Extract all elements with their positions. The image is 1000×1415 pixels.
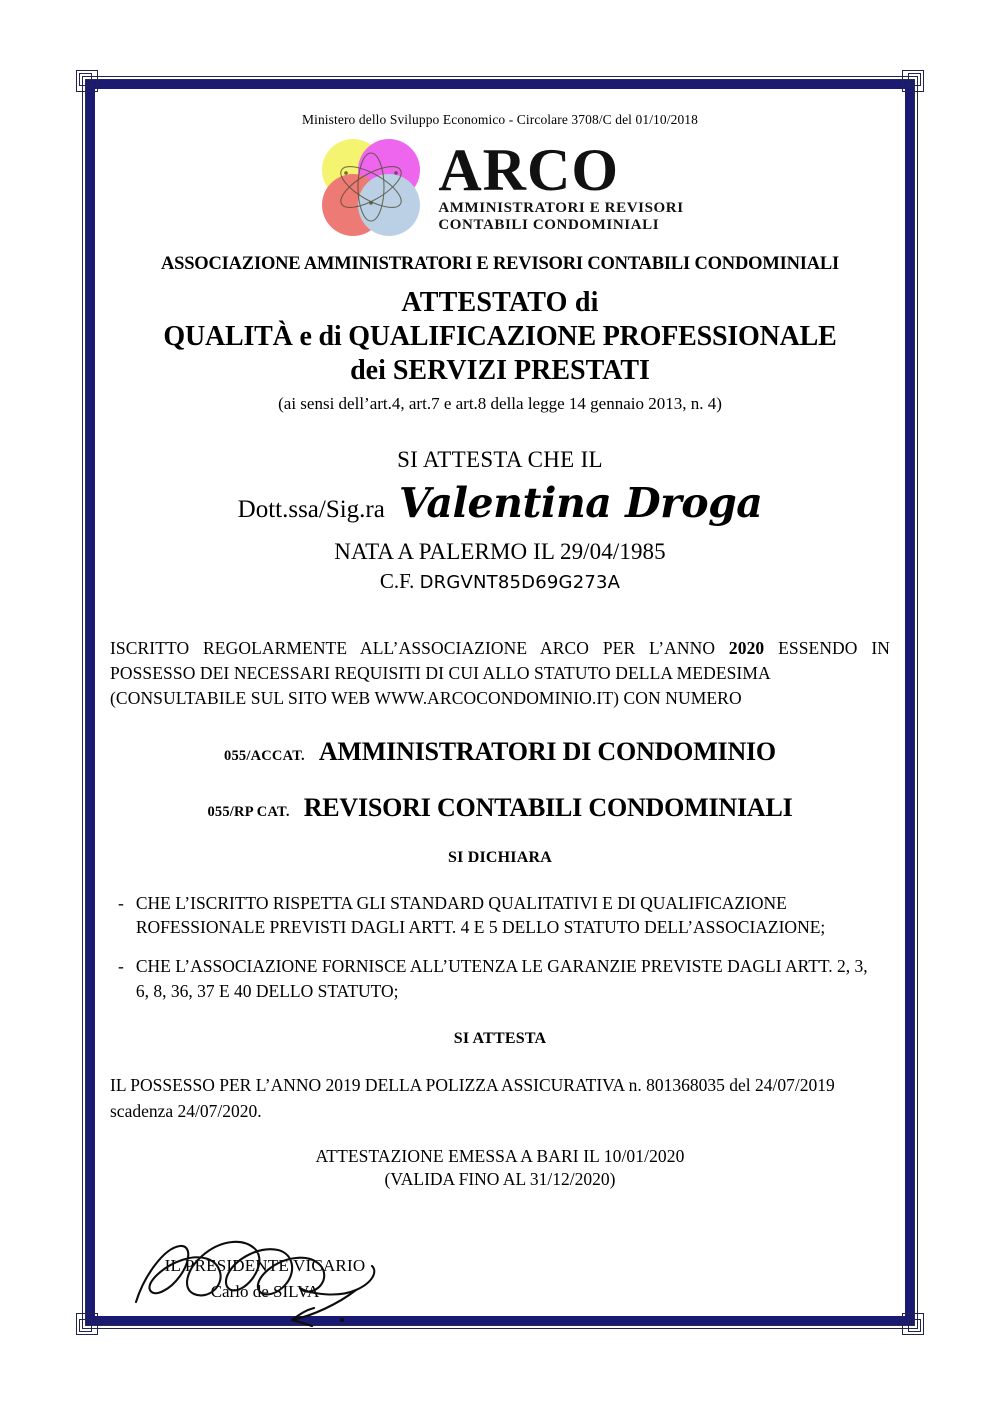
recipient-name-prefix: Dott.ssa/Sig.ra	[237, 496, 385, 523]
attestation-heading: SI ATTESTA	[453, 1029, 547, 1047]
membership-text-post: ESSENDO IN	[764, 638, 890, 658]
insurance-policy-paragraph	[110, 1072, 890, 1125]
membership-line-2: POSSESSO DEI NECESSARI REQUISITI DI CUI ALLO STATUTO DELLA MEDESIMA	[110, 662, 771, 683]
membership-paragraph	[110, 636, 890, 711]
border-corner-knot-top-right	[902, 70, 924, 92]
handwritten-signature-icon	[124, 1232, 404, 1328]
category-row-1	[110, 737, 890, 767]
recipient-name: Valentina Droga	[398, 479, 763, 527]
signatory-name: Carlo de SILVA	[210, 1282, 320, 1302]
certificate-content	[110, 112, 890, 1328]
fiscal-code-label: C.F.	[379, 569, 415, 593]
arco-wordmark-text: ARCO	[438, 137, 619, 204]
category-number-1: 055/ACCAT.	[224, 747, 305, 764]
declaration-heading: SI DICHIARA	[448, 848, 552, 866]
declaration-item-2-line-1: CHE L’ASSOCIAZIONE FORNISCE ALL’UTENZA LE GARANZIE PREVISTE DAGLI ARTT. 2, 3,	[135, 956, 868, 977]
fiscal-code-value: DRGVNT85D69G273A	[419, 572, 621, 593]
list-dash-2: -	[118, 956, 124, 977]
category-row-2	[110, 793, 890, 823]
declaration-item-1-line-1: CHE L’ISCRITTO RISPETTA GLI STANDARD QUALITATIVI E DI QUALIFICAZIONE	[135, 892, 787, 913]
category-name-1: AMMINISTRATORI DI CONDOMINIO	[318, 736, 776, 766]
declaration-item-1-text	[136, 891, 890, 941]
declaration-item-2-line-2: 6, 8, 36, 37 E 40 DELLO STATUTO;	[135, 981, 399, 1002]
certificate-title-line-3: dei SERVIZI PRESTATI	[350, 355, 650, 386]
arco-wordmark	[438, 137, 684, 233]
membership-text-pre: ISCRITTO REGOLARMENTE ALL’ASSOCIAZIONE ARCO PER L’ANNO	[110, 638, 729, 658]
declaration-item-2-text	[136, 954, 890, 1004]
recipient-name-row	[110, 479, 890, 527]
border-corner-knot-bottom-right	[902, 1313, 924, 1335]
declaration-list	[110, 891, 890, 1004]
issue-line: ATTESTAZIONE EMESSA A BARI IL 10/01/2020	[315, 1146, 685, 1167]
declaration-item	[110, 954, 890, 1004]
border-corner-knot-top-left	[76, 70, 98, 92]
signatory-title: IL PRESIDENTE VICARIO	[164, 1256, 366, 1276]
arco-circles-icon	[316, 137, 428, 239]
ministry-reference-line: Ministero dello Sviluppo Economico - Circolare 3708/C del 01/10/2018	[302, 112, 698, 127]
membership-year: 2020	[728, 638, 765, 658]
arco-subtitle-line1: AMMINISTRATORI E REVISORI	[438, 199, 684, 216]
certificate-title-line-2: QUALITÀ e di QUALIFICAZIONE PROFESSIONALE	[163, 321, 837, 352]
fiscal-code-row	[110, 569, 890, 594]
legal-reference: (ai sensi dell’art.4, art.7 e art.8 della legge 14 gennaio 2013, n. 4)	[278, 394, 722, 413]
membership-line-3: (CONSULTABILE SUL SITO WEB WWW.ARCOCONDOMINIO.IT) CON NUMERO	[110, 687, 742, 708]
list-dash-1: -	[118, 892, 124, 913]
recipient-birth-line: NATA A PALERMO IL 29/04/1985	[334, 539, 666, 564]
arco-subtitle-line2: CONTABILI CONDOMINIALI	[438, 216, 660, 233]
border-corner-knot-bottom-left	[76, 1313, 98, 1335]
category-name-2: REVISORI CONTABILI CONDOMINIALI	[303, 792, 793, 822]
certificate-title-line-1: ATTESTATO di	[401, 287, 599, 318]
signature-block	[110, 1238, 890, 1328]
category-number-2: 055/RP CAT.	[207, 803, 290, 820]
insurance-policy-line-2: scadenza 24/07/2020.	[110, 1101, 262, 1122]
declaration-item-1-line-2: ROFESSIONALE PREVISTI DAGLI ARTT. 4 E 5 DELLO STATUTO DELL’ASSOCIAZIONE;	[135, 917, 826, 938]
arco-logo	[110, 136, 890, 240]
association-name: ASSOCIAZIONE AMMINISTRATORI E REVISORI CONTABILI CONDOMINIALI	[160, 254, 840, 274]
attest-label: SI ATTESTA CHE IL	[397, 447, 603, 472]
insurance-policy-line-1: IL POSSESSO PER L’ANNO 2019 DELLA POLIZZA ASSICURATIVA n. 801368035 del 24/07/2019	[110, 1074, 835, 1095]
declaration-item	[110, 891, 890, 941]
validity-line: (VALIDA FINO AL 31/12/2020)	[384, 1169, 616, 1190]
